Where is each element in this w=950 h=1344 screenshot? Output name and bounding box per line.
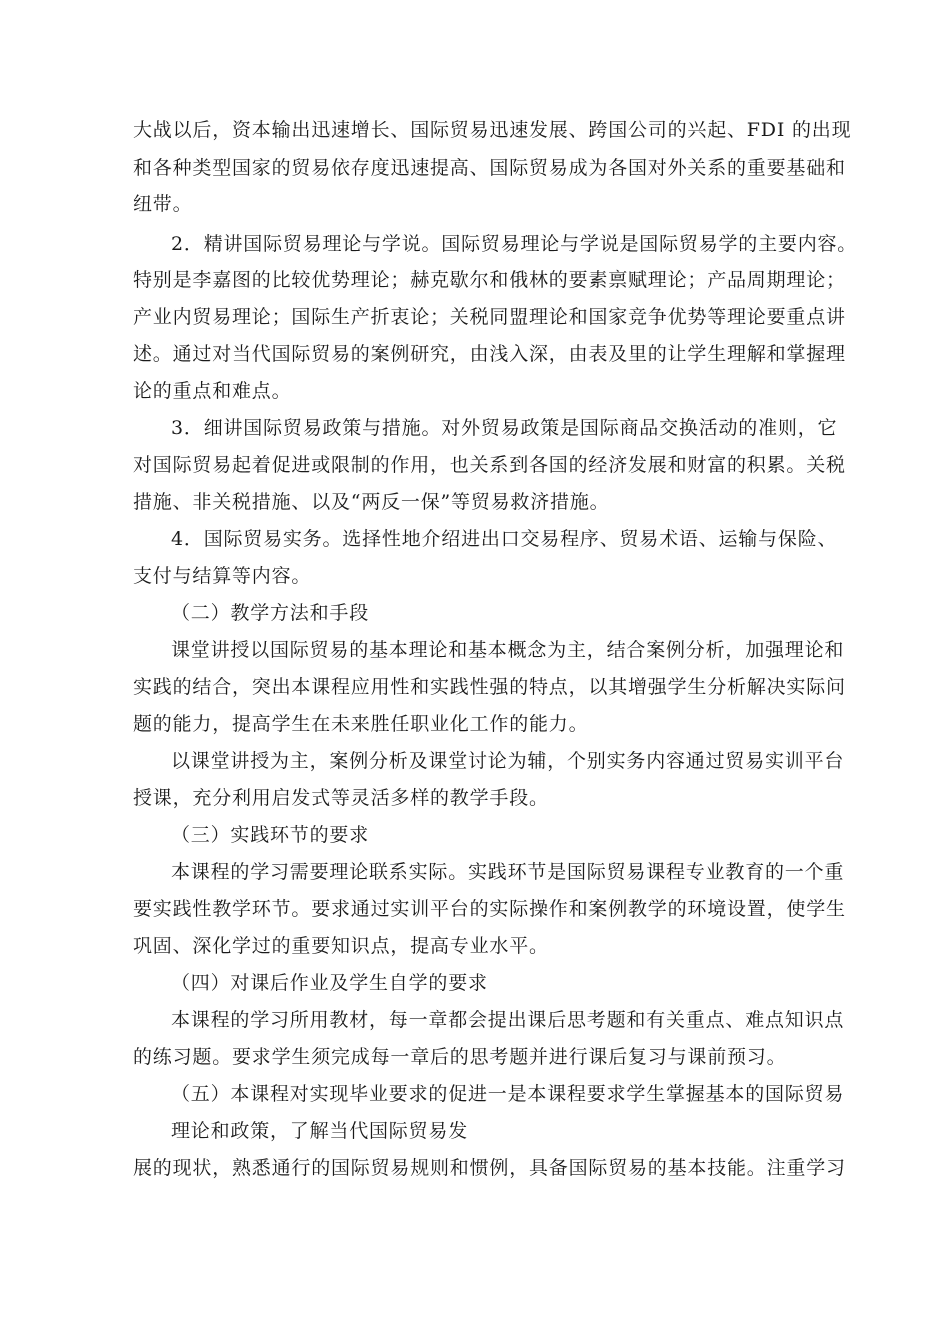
text-line: 3．细讲国际贸易政策与措施。对外贸易政策是国际商品交换活动的准则，它 — [171, 417, 838, 439]
text-line: 4．国际贸易实务。选择性地介绍进出口交易程序、贸易术语、运输与保险、 — [171, 528, 838, 550]
section-heading: （二）教学方法和手段 — [171, 602, 370, 624]
text-line: 理论和政策，了解当代国际贸易发 — [171, 1120, 469, 1142]
text-line: 述。通过对当代国际贸易的案例研究，由浅入深，由表及里的让学生理解和掌握理 — [133, 343, 846, 365]
text-line: 的练习题。要求学生须完成每一章后的思考题并进行课后复习与课前预习。 — [133, 1046, 787, 1068]
text-line: 本课程的学习需要理论联系实际。实践环节是国际贸易课程专业教育的一个重 — [171, 861, 845, 883]
section-heading: （四）对课后作业及学生自学的要求 — [171, 972, 488, 994]
text-line: 要实践性教学环节。要求通过实训平台的实际操作和案例教学的环境设置，使学生 — [133, 898, 846, 920]
text-line: 本课程的学习所用教材，每一章都会提出课后思考题和有关重点、难点知识点 — [171, 1009, 845, 1031]
text-line: 支付与结算等内容。 — [133, 565, 312, 587]
text-line: 以课堂讲授为主，案例分析及课堂讨论为辅，个别实务内容通过贸易实训平台 — [171, 750, 845, 772]
text-line: 2．精讲国际贸易理论与学说。国际贸易理论与学说是国际贸易学的主要内容。 — [171, 233, 858, 255]
text-line: 对国际贸易起着促进或限制的作用，也关系到各国的经济发展和财富的积累。关税 — [133, 454, 846, 476]
section-heading: （三）实践环节的要求 — [171, 824, 370, 846]
text-line: 展的现状，熟悉通行的国际贸易规则和惯例，具备国际贸易的基本技能。注重学习 — [133, 1157, 846, 1179]
text-line: 授课，充分利用启发式等灵活多样的教学手段。 — [133, 787, 549, 809]
text-line: 措施、非关税措施、以及“两反一保”等贸易救济措施。 — [133, 491, 610, 513]
text-line: 和各种类型国家的贸易依存度迅速提高、国际贸易成为各国对外关系的重要基础和 — [133, 157, 846, 179]
text-line: 题的能力，提高学生在未来胜任职业化工作的能力。 — [133, 713, 589, 735]
text-line: 课堂讲授以国际贸易的基本理论和基本概念为主，结合案例分析，加强理论和 — [171, 639, 845, 661]
text-line: 实践的结合，突出本课程应用性和实践性强的特点，以其增强学生分析解决实际问 — [133, 676, 846, 698]
text-line: 大战以后，资本输出迅速增长、国际贸易迅速发展、跨国公司的兴起、FDI 的出现 — [133, 119, 852, 141]
text-line: 论的重点和难点。 — [133, 380, 292, 402]
text-line: 纽带。 — [133, 193, 193, 215]
section-heading: （五）本课程对实现毕业要求的促进一是本课程要求学生掌握基本的国际贸易 — [171, 1083, 845, 1105]
text-line: 特别是李嘉图的比较优势理论；赫克歇尔和俄林的要素禀赋理论；产品周期理论； — [133, 269, 846, 291]
text-line: 巩固、深化学过的重要知识点，提高专业水平。 — [133, 935, 549, 957]
text-line: 产业内贸易理论；国际生产折衷论；关税同盟理论和国家竞争优势等理论要重点讲 — [133, 306, 846, 328]
